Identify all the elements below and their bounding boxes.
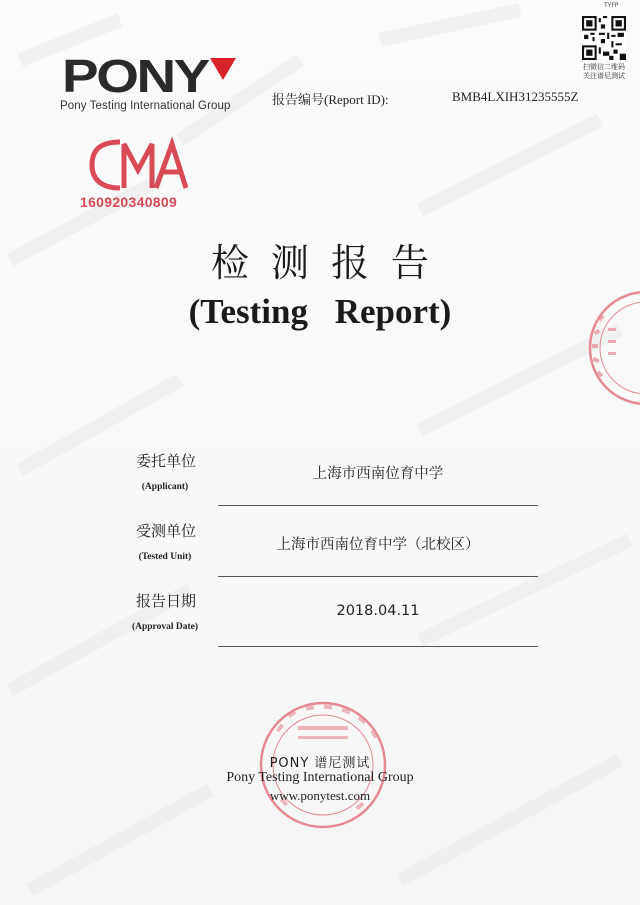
footer-company-en: Pony Testing International Group xyxy=(226,770,414,785)
footer-website: www.ponytest.com xyxy=(269,788,371,803)
applicant-underline xyxy=(218,505,538,506)
qr-caption-line: 关注谱尼测试 xyxy=(583,72,625,80)
qr-code-icon xyxy=(582,16,626,60)
qr-caption-line: 扫微信二维码 xyxy=(583,63,625,71)
tested-unit-value: 上海市西南位育中学（北校区） xyxy=(276,537,480,553)
seal-stamp-right xyxy=(584,288,640,408)
tested-unit-underline xyxy=(218,576,538,577)
cma-certification-mark xyxy=(86,136,190,194)
approval-date-underline xyxy=(218,646,538,647)
cma-number: 160920340809 xyxy=(80,194,178,210)
approval-date-value: 2018.04.11 xyxy=(336,603,420,619)
approval-date-label-cn: 报告日期 xyxy=(136,592,197,610)
report-title-chinese: 检测报告 xyxy=(210,241,451,285)
applicant-label-cn: 委托单位 xyxy=(136,452,197,470)
report-id-label: 报告编号(Report ID): xyxy=(272,92,389,107)
footer-company-cn: PONY 谱尼测试 xyxy=(269,756,371,771)
qr-caption xyxy=(570,63,638,81)
logo-wordmark: PONY xyxy=(62,56,210,96)
applicant-label-en: (Applicant) xyxy=(141,482,189,492)
pony-logo xyxy=(62,56,238,96)
report-title-english: (Testing Report) xyxy=(188,292,452,331)
logo-subtitle: Pony Testing International Group xyxy=(60,100,231,112)
document-code: TYFP xyxy=(604,2,619,9)
tested-unit-label-cn: 受测单位 xyxy=(136,522,197,540)
tested-unit-label-en: (Tested Unit) xyxy=(138,552,192,562)
report-id-value: BMB4LXIH31235555Z xyxy=(452,89,579,104)
logo-accent-triangle xyxy=(210,58,236,80)
applicant-value: 上海市西南位育中学 xyxy=(312,466,444,482)
approval-date-label-en: (Approval Date) xyxy=(131,622,199,632)
